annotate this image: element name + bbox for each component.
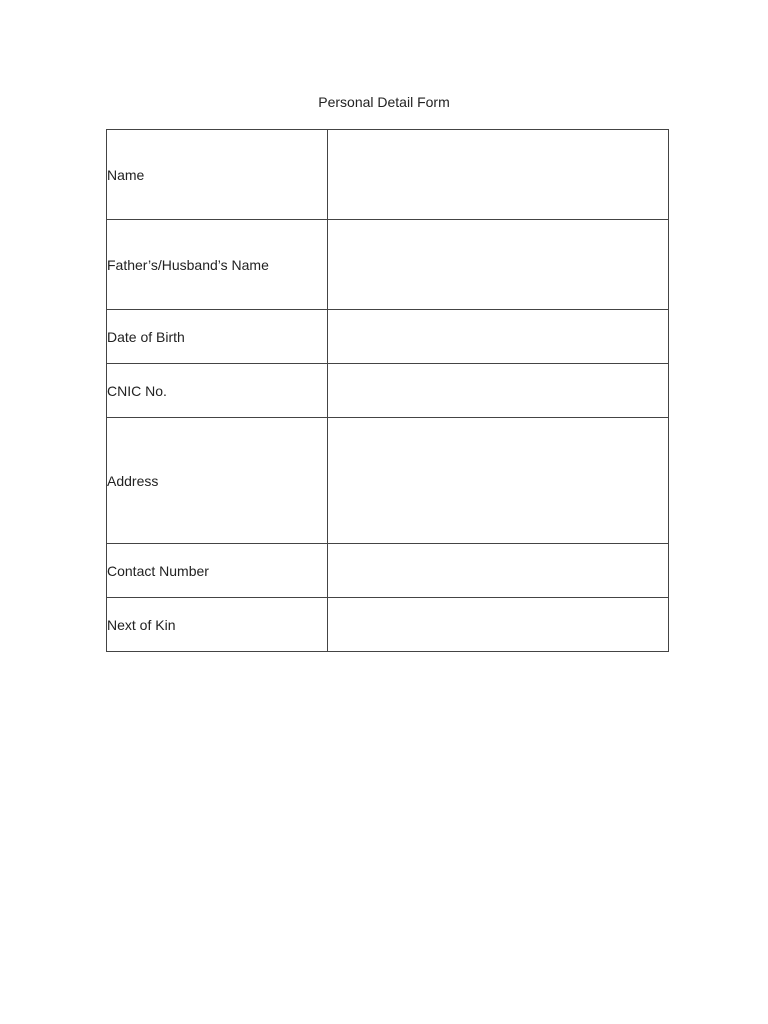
field-value-date-of-birth[interactable] xyxy=(328,310,669,364)
field-value-address[interactable] xyxy=(328,418,669,544)
field-value-contact-number[interactable] xyxy=(328,544,669,598)
table-row-next-of-kin xyxy=(107,598,669,652)
table-row-date-of-birth xyxy=(107,310,669,364)
table-row-father-husband-name xyxy=(107,220,669,310)
table-row-name xyxy=(107,130,669,220)
field-label-father-husband-name: Father’s/Husband’s Name xyxy=(107,220,328,310)
field-label-name: Name xyxy=(107,130,328,220)
table-row-address xyxy=(107,418,669,544)
field-label-date-of-birth: Date of Birth xyxy=(107,310,328,364)
table-row-contact-number xyxy=(107,544,669,598)
field-value-father-husband-name[interactable] xyxy=(328,220,669,310)
field-label-address: Address xyxy=(107,418,328,544)
field-label-contact-number: Contact Number xyxy=(107,544,328,598)
table-row-cnic-no xyxy=(107,364,669,418)
personal-detail-table xyxy=(106,129,669,652)
form-title: Personal Detail Form xyxy=(318,94,450,110)
field-label-cnic-no: CNIC No. xyxy=(107,364,328,418)
field-value-name[interactable] xyxy=(328,130,669,220)
field-value-next-of-kin[interactable] xyxy=(328,598,669,652)
field-label-next-of-kin: Next of Kin xyxy=(107,598,328,652)
field-value-cnic-no[interactable] xyxy=(328,364,669,418)
